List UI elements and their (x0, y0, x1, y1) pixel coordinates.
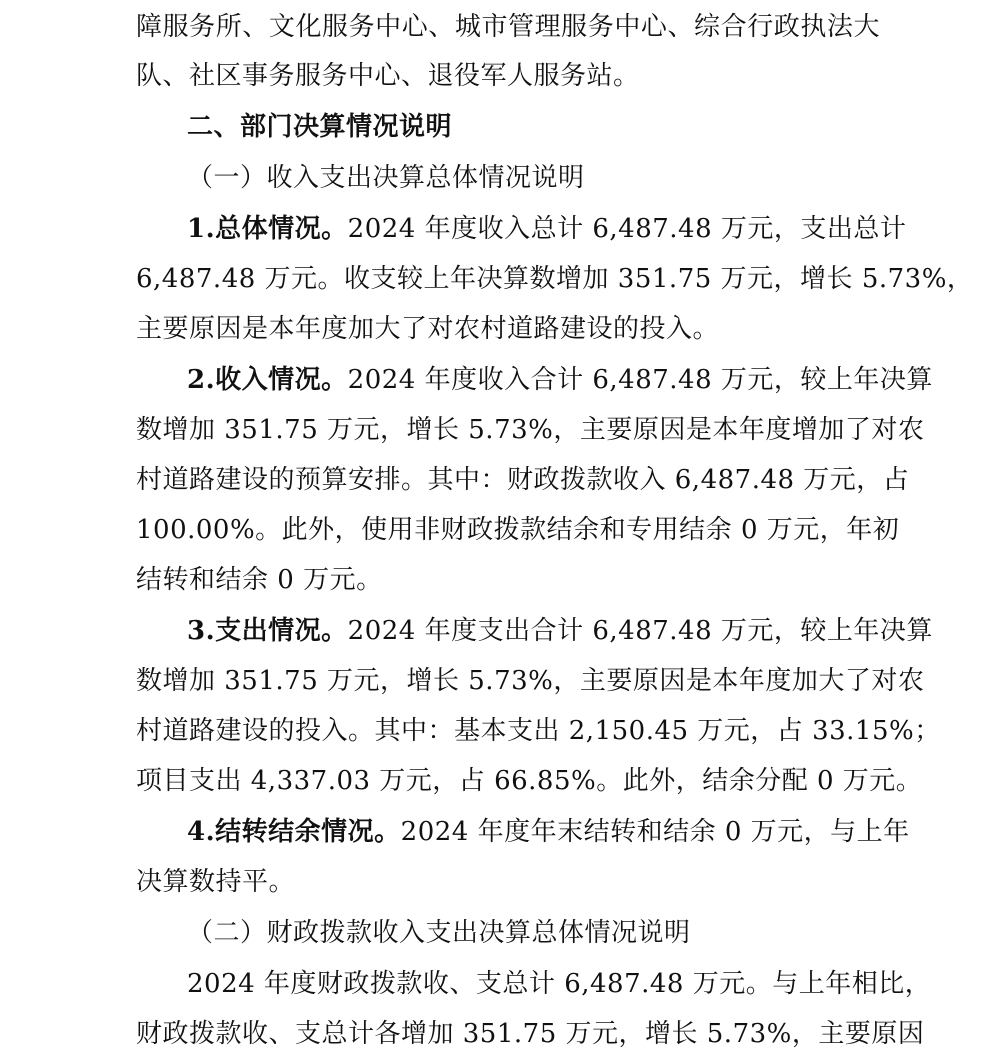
item-text: 2024 年度支出合计 6,487.48 万元，较上年决算 (347, 616, 933, 646)
paragraph-line: 障服务所、文化服务中心、城市管理服务中心、综合行政执法大 (136, 12, 880, 42)
paragraph-line (187, 204, 907, 254)
paragraph-line: 2024 年度财政拨款收、支总计 6,487.48 万元。与上年相比， (187, 969, 932, 999)
section-heading: 二、部门决算情况说明 (187, 112, 453, 142)
paragraph-line: 数增加 351.75 万元，增长 5.73%，主要原因是本年度增加了对农 (136, 415, 925, 445)
paragraph-line: 结转和结余 0 万元。 (136, 565, 383, 595)
paragraph-line (187, 355, 933, 405)
paragraph-line: 决算数持平。 (136, 867, 296, 897)
subsection-heading: （二）财政拨款收入支出决算总体情况说明 (187, 918, 691, 948)
paragraph-line: 队、社区事务服务中心、退役军人服务站。 (136, 61, 640, 91)
item-heading: 4.结转结余情况。 (187, 817, 401, 847)
paragraph-line: 村道路建设的投入。其中：基本支出 2,150.45 万元，占 33.15%； (136, 716, 941, 746)
item-heading: 2.收入情况。 (187, 365, 348, 395)
paragraph-line: 项目支出 4,337.03 万元，占 66.85%。此外，结余分配 0 万元。 (136, 766, 923, 796)
paragraph-line: 数增加 351.75 万元，增长 5.73%，主要原因是本年度加大了对农 (136, 666, 925, 696)
paragraph-line (187, 606, 933, 656)
item-text: 2024 年度收入合计 6,487.48 万元，较上年决算 (347, 365, 933, 395)
item-heading: 3.支出情况。 (187, 616, 348, 646)
paragraph-line: 主要原因是本年度加大了对农村道路建设的投入。 (136, 314, 720, 344)
paragraph-line (187, 807, 910, 857)
paragraph-line: 6,487.48 万元。收支较上年决算数增加 351.75 万元，增长 5.73%， (136, 264, 974, 294)
subsection-heading: （一）收入支出决算总体情况说明 (187, 163, 585, 193)
item-text: 2024 年度年末结转和结余 0 万元，与上年 (400, 817, 910, 847)
paragraph-line: 村道路建设的预算安排。其中：财政拨款收入 6,487.48 万元，占 (136, 465, 910, 495)
paragraph-line: 财政拨款收、支总计各增加 351.75 万元，增长 5.73%，主要原因 (136, 1019, 925, 1049)
item-heading: 1.总体情况。 (187, 214, 348, 244)
paragraph-line: 100.00%。此外，使用非财政拨款结余和专用结余 0 万元，年初 (136, 515, 900, 545)
item-text: 2024 年度收入总计 6,487.48 万元，支出总计 (347, 214, 907, 244)
